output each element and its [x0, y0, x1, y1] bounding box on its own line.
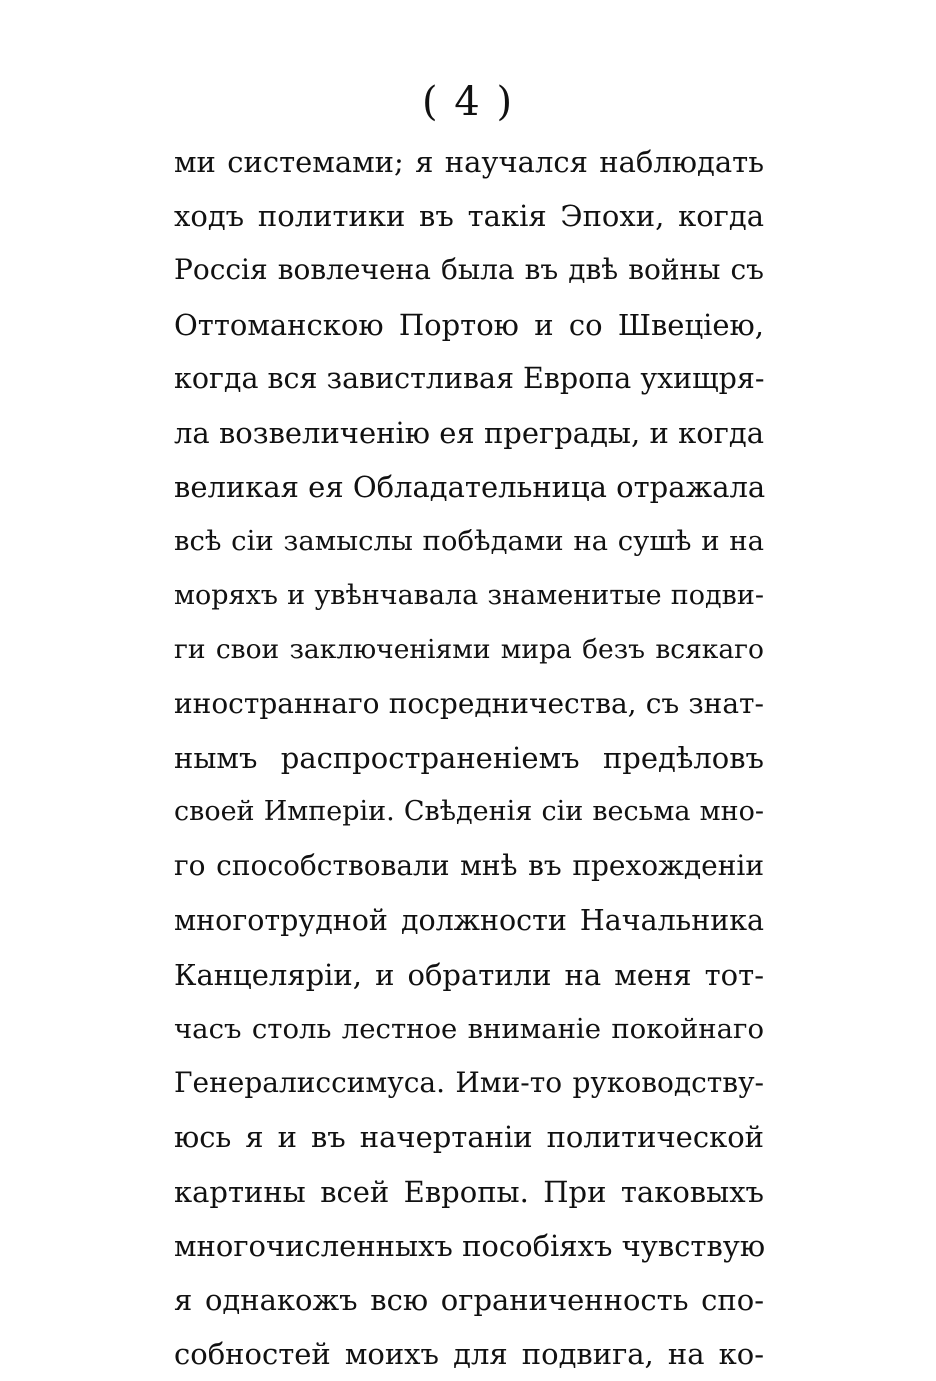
- text-line: ми системами; я научался наблюдать: [174, 145, 764, 179]
- text-line: нымъ распространеніемъ предѣловъ: [174, 741, 764, 776]
- text-line: иностраннаго посредничества, съ знат-: [174, 686, 764, 720]
- text-line: многотрудной должности Начальника: [174, 903, 764, 937]
- text-line: ла возвеличенію ея преграды, и когда: [174, 415, 764, 450]
- text-line: когда вся завистливая Европа ухищря-: [174, 361, 765, 395]
- text-line: всѣ сіи замыслы побѣдами на сушѣ и на: [174, 525, 764, 558]
- body-text: [174, 135, 764, 1381]
- text-line: ги свои заключеніями мира безъ всякаго: [174, 633, 764, 665]
- text-line: собностей моихъ для подвига, на ко-: [174, 1337, 764, 1372]
- text-line: юсь я и въ начертаніи политической: [174, 1120, 764, 1155]
- text-line: Генералиссимуса. Ими-то руководству-: [174, 1066, 764, 1100]
- text-line: своей Имперіи. Свѣденія сіи весьма мно-: [174, 796, 764, 828]
- text-line: Оттоманскою Портою и со Швеціею,: [174, 307, 764, 342]
- text-line: го способствовали мнѣ въ прехожденіи: [174, 849, 764, 883]
- text-line: моряхъ и увѣнчавала знаменитые подви-: [174, 579, 764, 611]
- text-line: часъ столь лестное вниманіе покойнаго: [174, 1013, 764, 1045]
- text-line: картины всей Европы. При таковыхъ: [174, 1174, 764, 1209]
- text-line: я однакожъ всю ограниченность спо-: [174, 1282, 764, 1317]
- text-line: Канцеляріи, и обратили на меня тот-: [174, 957, 764, 992]
- text-line: великая ея Обладательница отражала: [174, 470, 766, 505]
- page-number: ( 4 ): [421, 79, 515, 125]
- text-line: многочисленныхъ пособіяхъ чувствую: [174, 1228, 766, 1263]
- text-line: Россія вовлечена была въ двѣ войны съ: [174, 253, 764, 287]
- text-line: ходъ политики въ такія Эпохи, когда: [174, 199, 764, 234]
